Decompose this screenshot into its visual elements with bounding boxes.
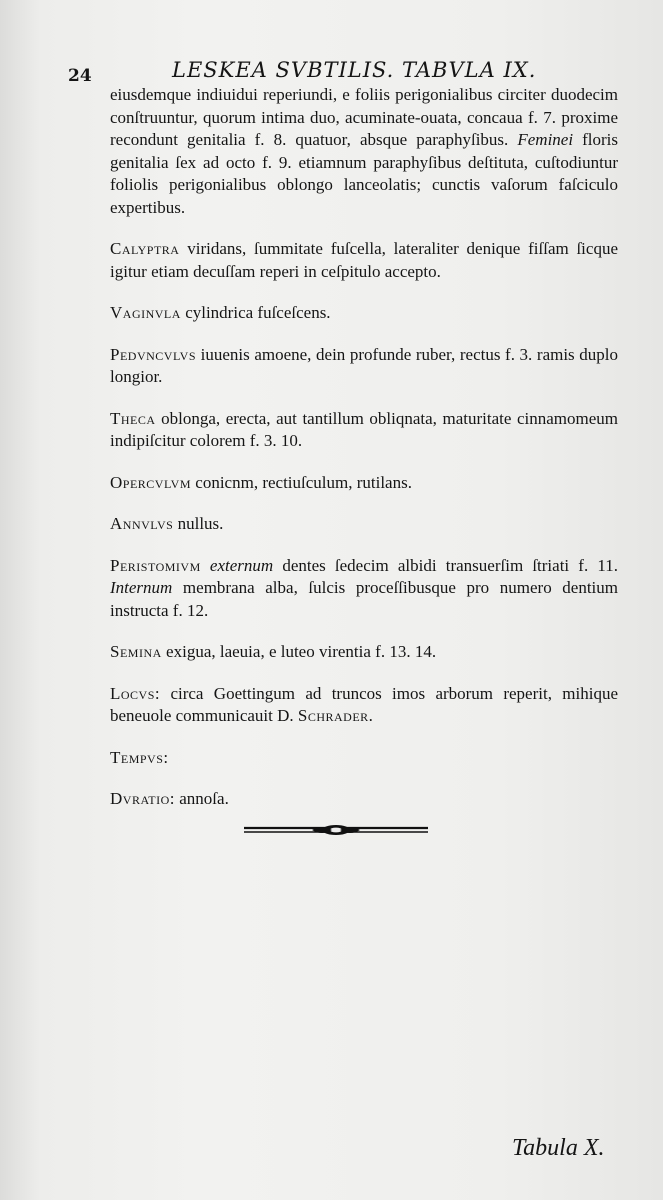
term-operculum: Opercvlvm (110, 472, 192, 492)
peristomium-text-a: dentes ſedecim albidi transuerſim ſtriati f. 11. (282, 555, 618, 575)
term-annulus: Annvlvs (110, 514, 174, 533)
paragraph-semina (110, 641, 618, 664)
locus-text: circa Goettingum ad truncos imos arborum reperit, mihique beneuole communicauit D. (110, 683, 618, 725)
page-body (110, 84, 618, 830)
paragraph-vaginula (110, 302, 618, 325)
term-duratio: Dvratio: (110, 789, 175, 808)
page-header (40, 52, 640, 88)
description-rest: floris genitalia ſex ad octo f. 9. etiamnum paraphyſibus deſtituta, cuſtodiuntur foliolis perigonialibus oblongo lanceolatis; cunctis vaſorum faſciculo expertibus. (110, 130, 619, 217)
term-calyptra: Calyptra (110, 239, 180, 258)
running-title: LESKEA SVBTILIS. TABVLA IX. (172, 58, 537, 82)
paragraph-pedunculus (110, 344, 618, 389)
annulus-text: nullus. (177, 514, 224, 533)
term-theca: Theca (110, 408, 156, 428)
paragraph-description (110, 84, 618, 219)
paragraph-peristomium (110, 555, 618, 623)
calyptra-text: viridans, ſummitate fuſcella, lateraliter denique fiſſam ſicque igitur etiam decuſſam reperi in ceſpitulo accepto. (110, 239, 618, 281)
paragraph-theca (110, 408, 618, 453)
term-locus: Locvs: (110, 683, 161, 703)
paragraph-duratio (110, 788, 618, 811)
operculum-text: conicnm, rectiuſculum, rutilans. (195, 472, 412, 492)
ornamental-rule (242, 822, 430, 838)
vaginula-text: cylindrica fuſceſcens. (185, 303, 331, 322)
locus-name: Schrader. (297, 706, 374, 725)
paragraph-annulus (110, 513, 618, 536)
paragraph-locus (110, 683, 618, 728)
paragraph-operculum (110, 472, 618, 495)
pedunculus-text: iuuenis amoene, dein profunde ruber, rectus f. 3. ramis duplo longior. (110, 344, 618, 386)
peristomium-text-b: membrana alba, ſulcis proceſſibusque pro numero dentium instructa f. 12. (110, 578, 618, 620)
theca-text: oblonga, erecta, aut tantillum obliqnata, maturitate cinnamomeum indipiſcitur colorem f. 3. 10. (110, 408, 618, 450)
description-italic-lead: Feminei (517, 130, 574, 149)
peristomium-externum: externum (209, 555, 274, 575)
duratio-text: annoſa. (179, 789, 229, 808)
term-tempus: Tempvs: (110, 747, 169, 767)
term-vaginula: Vaginvla (110, 303, 181, 322)
term-semina: Semina (110, 642, 162, 661)
catchword: Tabula X. (512, 1135, 605, 1161)
page-number: 24 (68, 66, 92, 86)
semina-text: exigua, laeuia, e luteo virentia f. 13. 14. (166, 642, 437, 661)
paragraph-calyptra (110, 238, 618, 283)
description-text: eiusdemque indiuidui reperiundi, e foliis perigonialibus circiter duodecim conſtruuntur, quorum intima duo, acuminate-ouata, concaua f. 7. proxime recondunt genitalia f. 8. quatuor, absque paraphyſibus. (110, 85, 618, 149)
paragraph-tempus (110, 747, 618, 770)
peristomium-internum: Internum (110, 578, 173, 597)
term-pedunculus: Pedvncvlvs (110, 344, 197, 364)
term-peristomium: Peristomivm (110, 555, 201, 575)
